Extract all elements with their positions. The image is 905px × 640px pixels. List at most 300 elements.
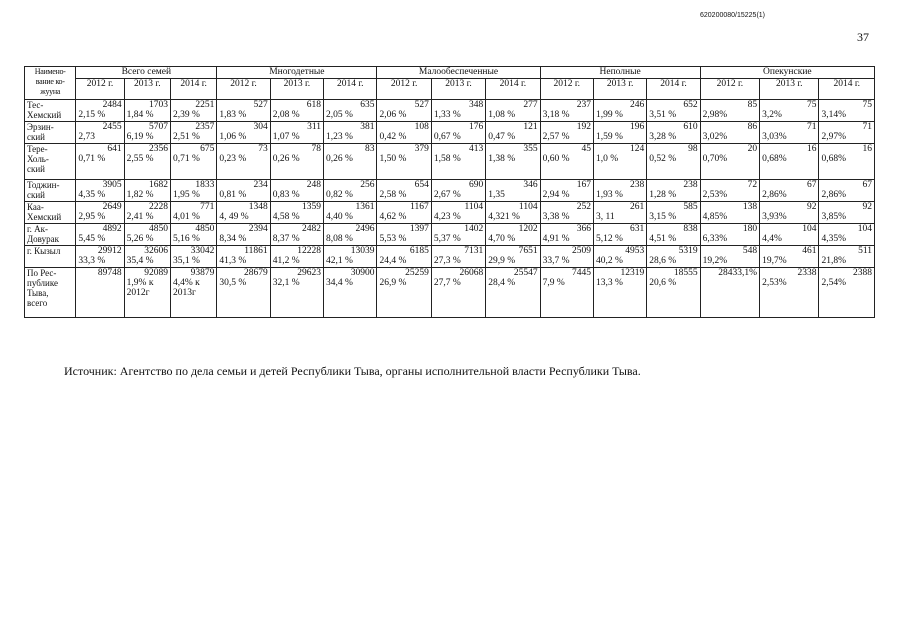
year-header-row <box>25 79 875 100</box>
cell-value: 124 <box>630 144 645 154</box>
cell-value: 104 <box>857 224 872 234</box>
cell-value: 108 <box>414 122 429 132</box>
cell-value: 67 <box>862 180 872 190</box>
cell-percent: 3,15 % <box>649 212 677 222</box>
value-cell <box>760 268 819 318</box>
value-cell <box>76 202 124 224</box>
cell-value: 25259 <box>405 268 429 278</box>
cell-value: 1397 <box>409 224 429 234</box>
cell-value: 5319 <box>678 246 698 256</box>
cell-percent: 0,60 % <box>542 154 570 164</box>
cell-percent: 2,06 % <box>379 110 407 120</box>
cell-value: 73 <box>258 144 268 154</box>
cell-value: 4953 <box>625 246 645 256</box>
value-cell <box>124 144 170 180</box>
value-cell <box>486 268 540 318</box>
cell-value: 180 <box>742 224 758 234</box>
cell-percent: 1,35 <box>488 190 505 200</box>
cell-value: 192 <box>576 122 591 132</box>
cell-percent: 1,84 % <box>126 110 154 120</box>
cell-percent: 4,321 % <box>488 212 520 222</box>
cell-value: 3905 <box>102 180 122 190</box>
cell-percent: 1,58 % <box>433 154 461 164</box>
cell-percent: 0,52 % <box>649 154 677 164</box>
value-cell <box>760 224 819 246</box>
cell-value: 366 <box>576 224 591 234</box>
value-cell <box>647 100 700 122</box>
cell-value: 346 <box>523 180 538 190</box>
value-cell <box>593 224 646 246</box>
table-row <box>25 224 875 246</box>
cell-value: 167 <box>576 180 591 190</box>
cell-value: 4850 <box>195 224 215 234</box>
cell-value: 675 <box>200 144 215 154</box>
cell-value: 348 <box>468 100 484 110</box>
cell-value: 690 <box>468 180 484 190</box>
cell-percent: 5,37 % <box>433 234 461 244</box>
value-cell <box>486 122 540 144</box>
row-name-cell <box>25 202 76 224</box>
table-row <box>25 122 875 144</box>
cell-value: 92 <box>862 202 872 212</box>
value-cell <box>647 246 700 268</box>
families-statistics-table <box>24 66 875 318</box>
cell-value: 2356 <box>148 144 168 154</box>
cell-value: 13039 <box>350 246 375 256</box>
cell-percent: 5,12 % <box>595 234 623 244</box>
cell-percent: 3,02% <box>702 132 728 142</box>
cell-value: 2484 <box>102 100 122 110</box>
value-cell <box>593 144 646 180</box>
value-cell <box>647 180 700 202</box>
value-cell <box>124 180 170 202</box>
year-header: 2012 г. <box>377 79 431 100</box>
cell-percent: 33,3 % <box>78 256 106 266</box>
cell-percent: 0,42 % <box>379 132 407 142</box>
cell-value: 2455 <box>102 122 122 132</box>
value-cell <box>819 180 875 202</box>
group-header-row <box>25 67 875 79</box>
cell-percent: 28,4 % <box>488 278 516 288</box>
cell-percent: 2,05 % <box>326 110 353 120</box>
cell-percent: 29,9 % <box>488 256 516 266</box>
cell-percent: 19,2% <box>702 256 728 266</box>
cell-percent: 19,7% <box>762 256 787 266</box>
value-cell <box>700 144 759 180</box>
cell-value: 381 <box>360 122 375 132</box>
value-cell <box>324 100 377 122</box>
value-cell <box>431 224 485 246</box>
value-cell <box>486 144 540 180</box>
cell-value: 196 <box>630 122 645 132</box>
cell-percent: 4,4% к <box>172 278 200 288</box>
value-cell <box>270 268 323 318</box>
year-header: 2014 г. <box>170 79 216 100</box>
cell-value: 1348 <box>248 202 268 212</box>
year-header: 2012 г. <box>76 79 124 100</box>
cell-percent: 0,82 % <box>326 190 353 200</box>
year-header: 2013 г. <box>760 79 819 100</box>
cell-value: 261 <box>630 202 645 212</box>
cell-value: 1402 <box>464 224 484 234</box>
cell-value: 238 <box>630 180 645 190</box>
group-header-guardian: Опекунские <box>700 67 874 79</box>
cell-value: 5707 <box>148 122 168 132</box>
value-cell <box>700 224 759 246</box>
value-cell <box>647 202 700 224</box>
cell-value: 511 <box>858 246 872 256</box>
cell-value: 618 <box>306 100 322 110</box>
value-cell <box>270 202 323 224</box>
row-name-line: ский <box>27 190 45 200</box>
cell-value: 72 <box>747 180 758 190</box>
cell-value: 234 <box>253 180 268 190</box>
cell-percent: 6,33% <box>702 234 728 244</box>
row-name-cell <box>25 224 76 246</box>
value-cell <box>593 202 646 224</box>
cell-value: 12228 <box>297 246 322 256</box>
cell-value: 238 <box>683 180 698 190</box>
value-cell <box>760 122 819 144</box>
value-cell <box>431 144 485 180</box>
cell-value: 6185 <box>409 246 429 256</box>
cell-value: 635 <box>360 100 375 110</box>
cell-value: 78 <box>311 144 322 154</box>
cell-percent: 4,91 % <box>542 234 570 244</box>
cell-value: 527 <box>253 100 268 110</box>
value-cell <box>170 202 216 224</box>
cell-percent: 2,98% <box>702 110 728 120</box>
cell-value: 18555 <box>673 268 698 278</box>
value-cell <box>760 180 819 202</box>
year-header: 2013 г. <box>593 79 646 100</box>
cell-percent: 2,08 % <box>272 110 300 120</box>
cell-percent: 5,16 % <box>172 234 200 244</box>
value-cell <box>593 100 646 122</box>
value-cell <box>819 246 875 268</box>
value-cell <box>217 268 270 318</box>
value-cell <box>324 144 377 180</box>
value-cell <box>270 122 323 144</box>
value-cell <box>540 246 593 268</box>
cell-percent: 0,83 % <box>272 190 300 200</box>
cell-percent: 42,1 % <box>326 256 353 266</box>
cell-value: 71 <box>806 122 817 132</box>
value-cell <box>647 144 700 180</box>
row-name-line: всего <box>27 298 48 308</box>
value-cell <box>377 100 431 122</box>
cell-percent: 4, 49 % <box>219 212 249 222</box>
cell-percent: 27,7 % <box>433 278 461 288</box>
cell-value: 7131 <box>464 246 484 256</box>
value-cell <box>324 246 377 268</box>
value-cell <box>700 180 759 202</box>
cell-percent: 2,86% <box>821 190 847 200</box>
cell-percent: 3,38 % <box>542 212 570 222</box>
page-number: 37 <box>857 30 869 44</box>
value-cell <box>217 180 270 202</box>
cell-percent: 4,01 % <box>172 212 200 222</box>
row-name-cell <box>25 144 76 180</box>
cell-value: 83 <box>364 144 375 154</box>
year-header: 2012 г. <box>700 79 759 100</box>
cell-percent: 8,08 % <box>326 234 353 244</box>
value-cell <box>217 202 270 224</box>
cell-percent: 2012г <box>126 288 150 298</box>
cell-percent: 2,54% <box>821 278 847 288</box>
cell-value: 33042 <box>190 246 215 256</box>
cell-value: 631 <box>630 224 645 234</box>
value-cell <box>819 100 875 122</box>
cell-percent: 3,28 % <box>649 132 677 142</box>
value-cell <box>700 202 759 224</box>
value-cell <box>324 122 377 144</box>
cell-value: 71 <box>862 122 872 132</box>
row-name-cell <box>25 100 76 122</box>
cell-value: 527 <box>414 100 429 110</box>
cell-value: 1202 <box>518 224 538 234</box>
value-cell <box>819 202 875 224</box>
cell-percent: 2,41 % <box>126 212 154 222</box>
cell-value: 1833 <box>195 180 215 190</box>
cell-value: 75 <box>862 100 872 110</box>
value-cell <box>647 224 700 246</box>
cell-value: 2509 <box>571 246 591 256</box>
cell-percent: 34,4 % <box>326 278 353 288</box>
cell-percent: 0,47 % <box>488 132 516 142</box>
year-header: 2014 г. <box>819 79 875 100</box>
cell-value: 461 <box>802 246 817 256</box>
cell-value: 2394 <box>248 224 268 234</box>
cell-percent: 21,8% <box>821 256 847 266</box>
cell-value: 45 <box>581 144 591 154</box>
cell-value: 104 <box>802 224 817 234</box>
cell-percent: 2,86% <box>762 190 787 200</box>
value-cell <box>170 144 216 180</box>
cell-percent: 33,7 % <box>542 256 570 266</box>
value-cell <box>217 100 270 122</box>
cell-percent: 1,95 % <box>172 190 200 200</box>
cell-percent: 2,57 % <box>542 132 570 142</box>
year-header: 2014 г. <box>486 79 540 100</box>
value-cell <box>700 100 759 122</box>
cell-percent: 5,53 % <box>379 234 407 244</box>
cell-percent: 1,93 % <box>595 190 623 200</box>
cell-value: 838 <box>683 224 698 234</box>
value-cell <box>76 268 124 318</box>
cell-value: 11861 <box>244 246 268 256</box>
cell-percent: 1,83 % <box>219 110 247 120</box>
value-cell <box>760 100 819 122</box>
table-row <box>25 202 875 224</box>
value-cell <box>540 180 593 202</box>
value-cell <box>593 180 646 202</box>
cell-value: 2649 <box>102 202 122 212</box>
cell-percent: 40,2 % <box>595 256 623 266</box>
source-note: Источник: Агентство по дела семьи и детей Республики Тыва, органы исполнительной власти Республики Тыва. <box>64 364 641 378</box>
cell-value: 413 <box>468 144 484 154</box>
group-header-all-families: Всего семей <box>76 67 217 79</box>
value-cell <box>324 202 377 224</box>
value-cell <box>124 122 170 144</box>
cell-value: 30900 <box>350 268 375 278</box>
cell-value: 7445 <box>571 268 591 278</box>
cell-value: 26068 <box>459 268 484 278</box>
row-name-line: Холь- <box>27 154 49 164</box>
cell-value: 256 <box>360 180 375 190</box>
value-cell <box>760 144 819 180</box>
value-cell <box>700 246 759 268</box>
cell-percent: 1,59 % <box>595 132 623 142</box>
cell-percent: 3, 11 <box>595 212 615 222</box>
cell-value: 1361 <box>355 202 375 212</box>
row-name-cell <box>25 268 76 318</box>
value-cell <box>819 144 875 180</box>
row-name-line: ский <box>27 132 45 142</box>
cell-percent: 24,4 % <box>379 256 407 266</box>
table-row <box>25 144 875 180</box>
cell-percent: 2,39 % <box>172 110 200 120</box>
table-row <box>25 100 875 122</box>
cell-percent: 0,70% <box>702 154 728 164</box>
cell-percent: 2,73 <box>78 132 95 142</box>
cell-value: 610 <box>683 122 698 132</box>
value-cell <box>819 122 875 144</box>
cell-percent: 1,82 % <box>126 190 154 200</box>
cell-percent: 2,53% <box>702 190 728 200</box>
value-cell <box>76 224 124 246</box>
cell-percent: 2,58 % <box>379 190 407 200</box>
value-cell <box>486 202 540 224</box>
cell-value: 92 <box>806 202 817 212</box>
cell-value: 2228 <box>148 202 168 212</box>
table-row <box>25 268 875 318</box>
value-cell <box>76 144 124 180</box>
cell-percent: 35,1 % <box>172 256 200 266</box>
cell-percent: 3,18 % <box>542 110 570 120</box>
value-cell <box>76 122 124 144</box>
group-header-large-families: Многодетные <box>217 67 377 79</box>
value-cell <box>217 246 270 268</box>
cell-value: 652 <box>683 100 698 110</box>
group-header-single-parent: Неполные <box>540 67 700 79</box>
cell-percent: 2,51 % <box>172 132 200 142</box>
name-header-line: вание ко- <box>35 77 65 86</box>
cell-percent: 2,15 % <box>78 110 106 120</box>
value-cell <box>170 100 216 122</box>
value-cell <box>593 268 646 318</box>
row-name-line: г. Кызыл <box>27 246 61 256</box>
value-cell <box>270 100 323 122</box>
cell-percent: 3,93% <box>762 212 787 222</box>
cell-percent: 4,23 % <box>433 212 461 222</box>
row-name-line: Тере- <box>27 144 48 154</box>
value-cell <box>540 268 593 318</box>
cell-value: 2388 <box>853 268 872 278</box>
value-cell <box>170 122 216 144</box>
cell-percent: 6,19 % <box>126 132 154 142</box>
row-name-cell <box>25 122 76 144</box>
value-cell <box>377 202 431 224</box>
row-name-line: Хемский <box>27 212 62 222</box>
cell-value: 2357 <box>195 122 215 132</box>
year-header: 2013 г. <box>124 79 170 100</box>
cell-percent: 13,3 % <box>595 278 623 288</box>
cell-percent: 1,9% к <box>126 278 154 288</box>
cell-percent: 3,03% <box>762 132 787 142</box>
cell-percent: 3,14% <box>821 110 847 120</box>
cell-value: 248 <box>306 180 322 190</box>
value-cell <box>593 122 646 144</box>
cell-value: 67 <box>806 180 817 190</box>
cell-percent: 20,6 % <box>649 278 677 288</box>
cell-percent: 4,4% <box>762 234 782 244</box>
cell-value: 2482 <box>302 224 322 234</box>
cell-value: 89748 <box>97 268 122 278</box>
name-header-line: Наимено- <box>34 67 66 76</box>
cell-value: 98 <box>688 144 698 154</box>
value-cell <box>486 246 540 268</box>
value-cell <box>76 180 124 202</box>
row-name-line: г. Ак- <box>27 224 49 234</box>
cell-percent: 5,26 % <box>126 234 154 244</box>
value-cell <box>760 246 819 268</box>
cell-percent: 1,08 % <box>488 110 516 120</box>
cell-percent: 0,23 % <box>219 154 247 164</box>
cell-value: 246 <box>630 100 645 110</box>
cell-percent: 1,23 % <box>326 132 353 142</box>
value-cell <box>647 122 700 144</box>
row-name-line: Тоджин- <box>27 180 60 190</box>
document-code: 620200080/15225(1) <box>700 12 766 19</box>
cell-percent: 4,51 % <box>649 234 677 244</box>
cell-value: 771 <box>200 202 215 212</box>
cell-value: 4850 <box>148 224 168 234</box>
cell-percent: 4,40 % <box>326 212 353 222</box>
value-cell <box>217 224 270 246</box>
cell-percent: 1,50 % <box>379 154 407 164</box>
cell-percent: 26,9 % <box>379 278 407 288</box>
cell-value: 252 <box>576 202 591 212</box>
value-cell <box>377 224 431 246</box>
row-name-line: Тыва, <box>27 288 49 298</box>
value-cell <box>540 202 593 224</box>
value-cell <box>377 122 431 144</box>
cell-percent: 4,62 % <box>379 212 407 222</box>
cell-value: 654 <box>414 180 429 190</box>
cell-value: 29623 <box>297 268 322 278</box>
value-cell <box>540 122 593 144</box>
value-cell <box>377 180 431 202</box>
cell-percent: 2,94 % <box>542 190 570 200</box>
cell-percent: 41,2 % <box>272 256 300 266</box>
cell-percent: 0,71 % <box>172 154 200 164</box>
value-cell <box>324 180 377 202</box>
cell-value: 32606 <box>144 246 168 256</box>
value-cell <box>593 246 646 268</box>
value-cell <box>170 224 216 246</box>
cell-value: 93879 <box>190 268 215 278</box>
value-cell <box>377 144 431 180</box>
value-cell <box>486 180 540 202</box>
cell-value: 86 <box>747 122 758 132</box>
value-cell <box>324 224 377 246</box>
cell-value: 7651 <box>518 246 538 256</box>
row-name-line: публике <box>27 278 59 288</box>
year-header: 2014 г. <box>324 79 377 100</box>
year-header: 2012 г. <box>217 79 270 100</box>
cell-percent: 3,2% <box>762 110 782 120</box>
